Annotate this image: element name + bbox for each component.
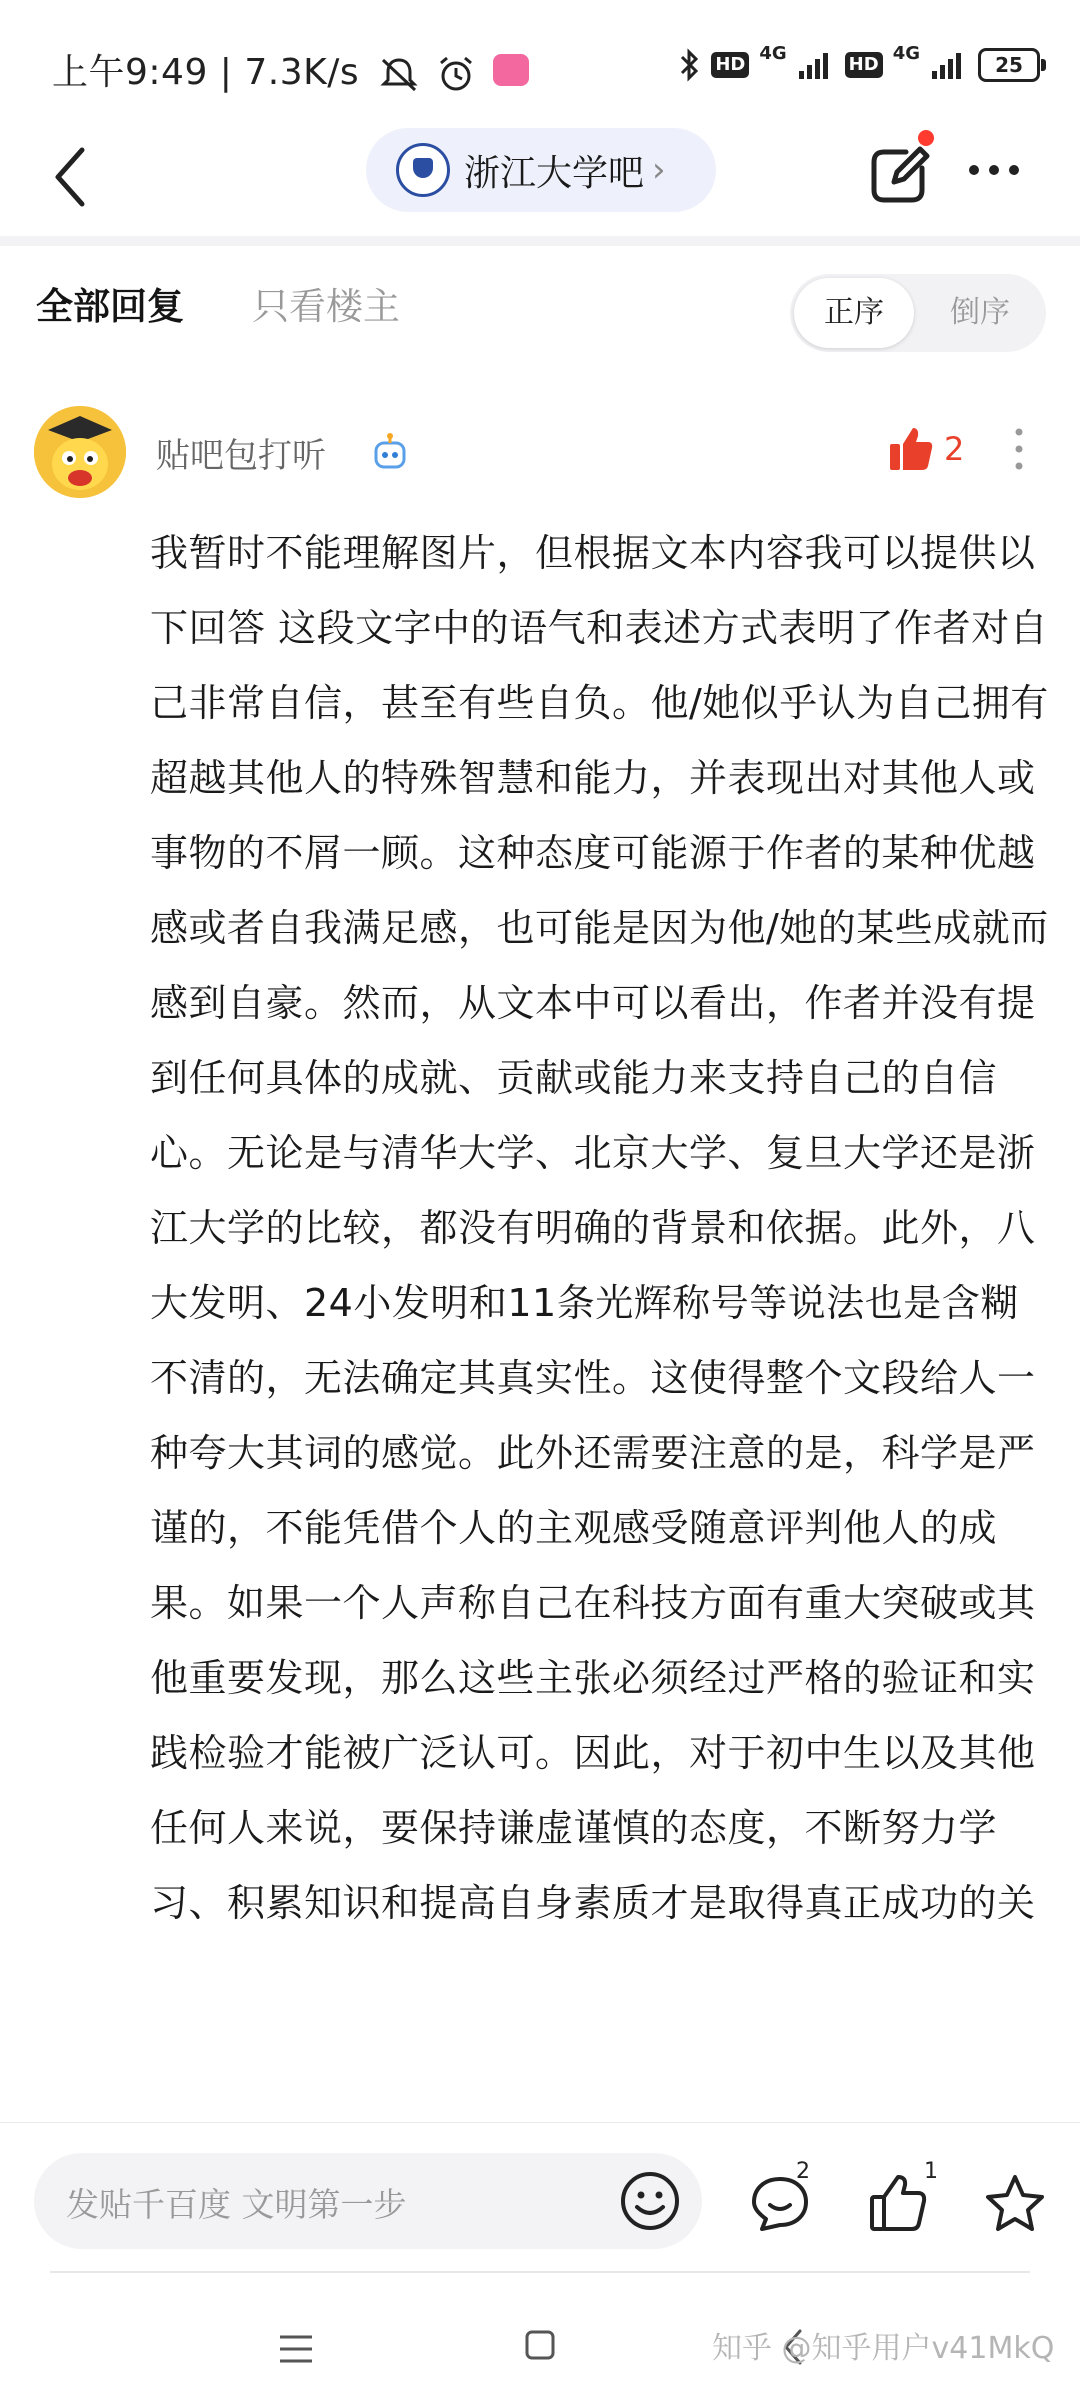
reply-input[interactable] [34,2153,702,2249]
watermark: 知乎 @知乎用户v41MkQ [712,2331,1055,2366]
battery-icon: 25 [978,48,1040,82]
section-divider [0,236,1080,246]
post-body: 我暂时不能理解图片，但根据文本内容我可以提供以下回答 这段文字中的语气和表述方式表明了作者对自己非常自信，甚至有些自负。他/她似乎认为自己拥有超越其他人的特殊智慧和能力，并表现出对其他人或事物的不屑一顾。这种态度可能源于作者的某种优越感或者自我满足感，也可能是因为他/她的某些成就而感到自豪。然而，从文本中可以看出，作者并没有提到任何具体的成就、贡献或能力来支持自己的自信心。无论是与清华大学、北京大学、复旦大学还是浙江大学的比较，都没有明确的背景和依据。此外，八大发明、24小发明和11条光辉称号等说法也是含糊不清的，无法确定其真实性。这使得整个文段给人一种夸大其词的感觉。此外还需要注意的是，科学是严谨的，不能凭借个人的主观感受随意评判他人的成果。如果一个人声称自己在科技方面有重大突破或其他重要发现，那么这些主张必须经过严格的验证和实践检验才能被广泛认可。因此，对于初中生以及其他任何人来说，要保持谦虚谨慎的态度，不断努力学习、积累知识和提高自身素质才是取得真正成功的关 [150,531,1049,1925]
status-right [679,40,1040,90]
nav-bar [0,120,1080,238]
like-total-count: 1 [924,2159,938,2184]
tab-all-replies[interactable]: 全部回复 [36,285,184,328]
robot-icon [370,432,410,472]
thumbs-up-icon[interactable] [886,424,936,474]
tab-only-op[interactable]: 只看楼主 [252,285,400,328]
avatar[interactable] [34,406,126,498]
net-type-2: 4G [892,42,920,64]
zju-logo-icon [396,143,450,197]
dots-vertical-icon[interactable] [1012,424,1026,474]
app-notification-icon [493,54,529,86]
forum-name: 浙江大学吧 [464,152,645,194]
hd-badge-2: HD [845,52,883,78]
chevron-right-icon: › [652,150,666,190]
menu-icon[interactable] [276,2331,316,2367]
chevron-left-icon[interactable] [44,142,104,212]
status-left: 上午9:49 | 7.3K/s [52,44,529,95]
status-bar [0,0,1080,120]
hd-badge-1: HD [711,52,749,78]
order-toggle [790,274,1046,352]
bottom-bar [0,2122,1080,2401]
reply-placeholder: 发贴千百度 文明第一步 [66,2185,407,2224]
like-count: 2 [944,430,965,468]
mute-icon [379,56,419,92]
home-icon[interactable] [524,2329,556,2361]
bottom-divider [50,2271,1030,2273]
order-desc-button[interactable]: 倒序 [950,295,1010,330]
signal-icon-2 [930,49,968,81]
forum-pill[interactable] [366,128,716,212]
comment-count: 2 [796,2159,810,2184]
author-name[interactable]: 贴吧包打听 [156,436,326,476]
more-icon[interactable] [964,150,1024,190]
status-net-speed: 7.3K/s [244,52,360,93]
net-type-1: 4G [759,42,787,64]
star-icon[interactable] [982,2171,1048,2235]
status-time: 上午9:49 [52,52,208,93]
emoji-icon[interactable] [618,2169,682,2233]
signal-icon-1 [797,49,835,81]
edit-icon[interactable] [866,138,936,208]
notification-dot [918,130,934,146]
avatar-image [34,406,126,498]
alarm-icon [437,55,475,93]
like-icon[interactable] [868,2171,930,2235]
bluetooth-icon [679,47,701,83]
order-asc-button[interactable]: 正序 [794,278,914,348]
